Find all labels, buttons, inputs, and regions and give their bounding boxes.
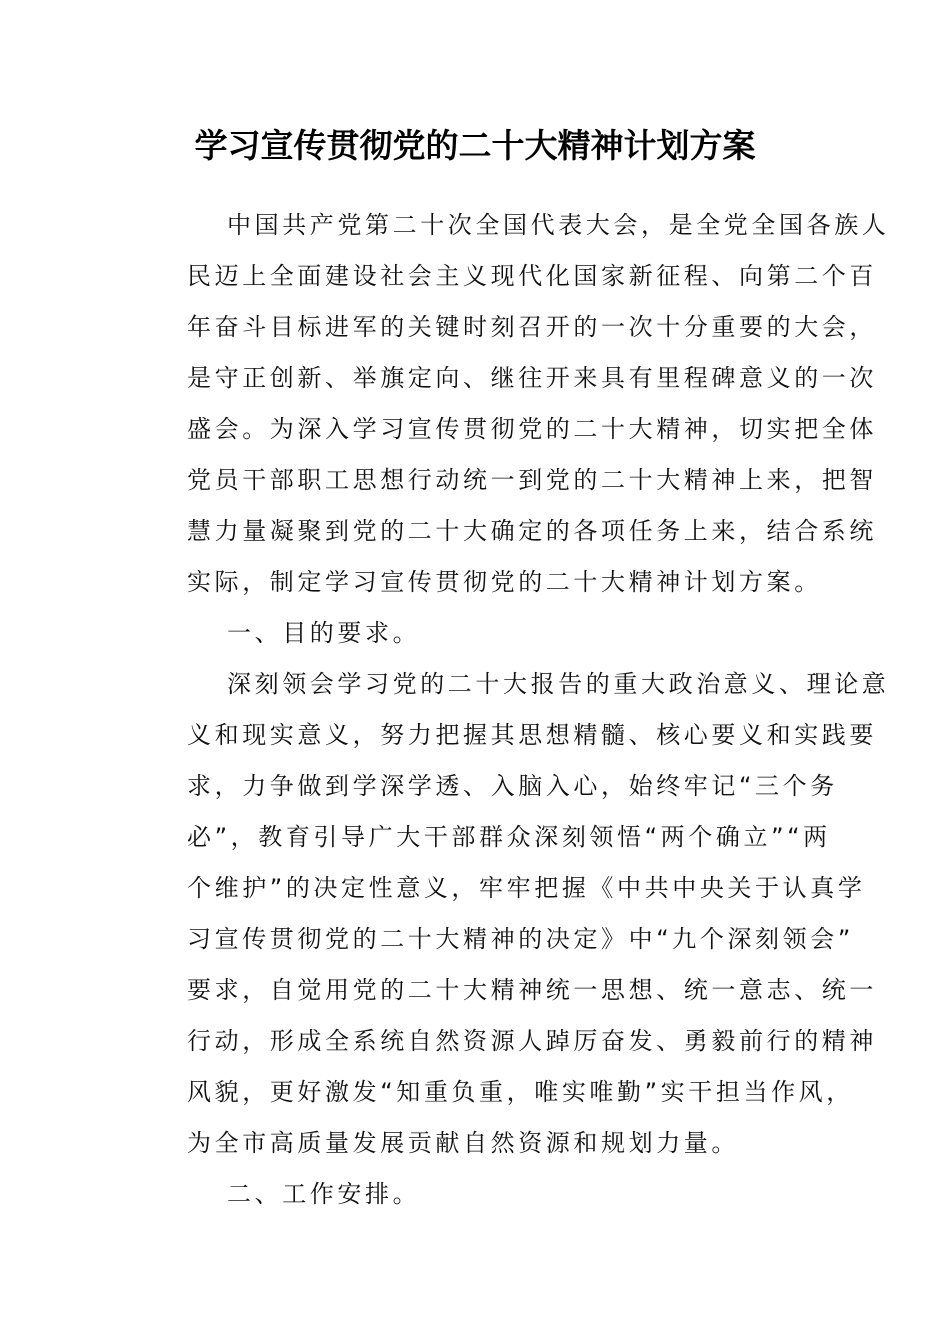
paragraph-line: 个维护”的决定性意义，牢牢把握《中共中央关于认真学 <box>187 874 866 902</box>
paragraph-line: 党员干部职工思想行动统一到党的二十大精神上来，把智 <box>187 466 877 494</box>
paragraph-line: 求，力争做到学深学透、入脑入心，始终牢记“三个务 <box>187 772 838 800</box>
paragraph-line: 盛会。为深入学习宣传贯彻党的二十大精神，切实把全体 <box>187 415 877 443</box>
document-title: 学习宣传贯彻党的二十大精神计划方案 <box>194 126 756 165</box>
paragraph-line: 必”，教育引导广大干部群众深刻领悟“两个确立”“两 <box>187 823 831 851</box>
section-heading-line: 一、目的要求。 <box>227 619 421 647</box>
paragraph-line: 行动，形成全系统自然资源人踔厉奋发、勇毅前行的精神 <box>187 1027 877 1055</box>
document-body <box>147 200 890 1220</box>
paragraph-line: 年奋斗目标进军的关键时刻召开的一次十分重要的大会， <box>187 313 877 341</box>
paragraph-line: 为全市高质量发展贡献自然资源和规划力量。 <box>187 1129 739 1157</box>
purpose-paragraph <box>147 659 890 1169</box>
paragraph-line: 要求，自觉用党的二十大精神统一思想、统一意志、统一 <box>187 976 877 1004</box>
paragraph-line: 中国共产党第二十次全国代表大会，是全党全国各族人 <box>227 211 890 239</box>
paragraph-line: 义和现实意义，努力把握其思想精髓、核心要义和实践要 <box>187 721 877 749</box>
paragraph-line: 习宣传贯彻党的二十大精神的决定》中“九个深刻领会” <box>187 925 854 953</box>
section-heading-line: 二、工作安排。 <box>227 1180 421 1208</box>
paragraph-line: 风貌，更好激发“知重负重，唯实唯勤”实干担当作风， <box>187 1078 854 1106</box>
paragraph-line: 是守正创新、举旗定向、继往开来具有里程碑意义的一次 <box>187 364 877 392</box>
intro-paragraph <box>147 200 890 608</box>
paragraph-line: 慧力量凝聚到党的二十大确定的各项任务上来，结合系统 <box>187 517 877 545</box>
paragraph-line: 深刻领会学习党的二十大报告的重大政治意义、理论意 <box>227 670 890 698</box>
paragraph-line: 民迈上全面建设社会主义现代化国家新征程、向第二个百 <box>187 262 877 290</box>
paragraph-line: 实际，制定学习宣传贯彻党的二十大精神计划方案。 <box>187 568 822 596</box>
section-heading-arrangement <box>147 1169 807 1220</box>
section-heading-purpose <box>147 608 807 659</box>
